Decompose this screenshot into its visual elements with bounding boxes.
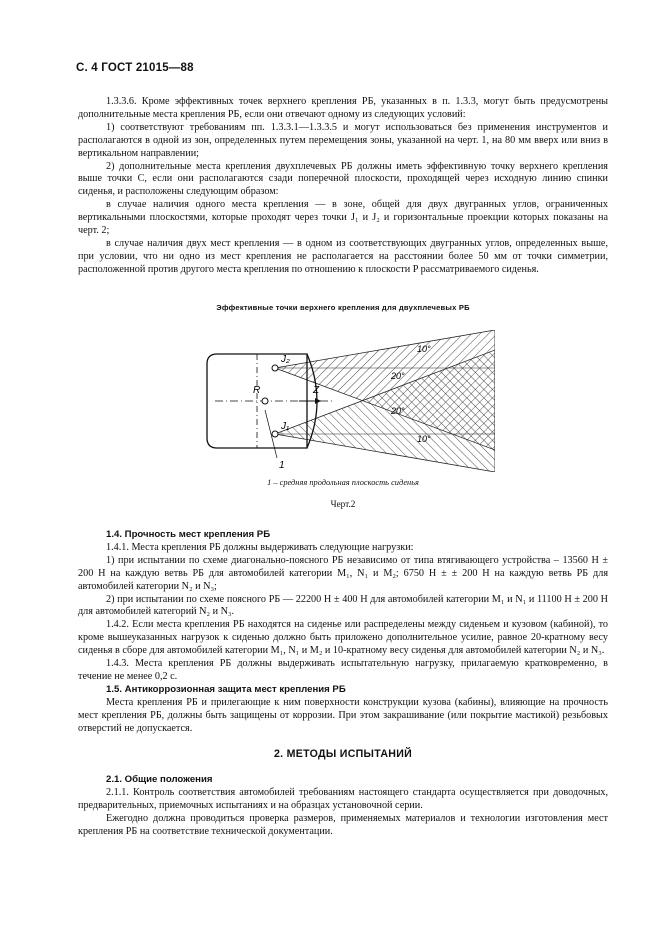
paragraph: Ежегодно должна проводиться проверка размеров, применяемых материалов и технологии изготовления мест крепления РБ на соответствие технической документации. [78,812,608,837]
label-j2: J₂ [281,354,290,365]
subsection-heading: 1.5. Антикоррозионная защита мест крепления РБ [106,683,346,695]
text-block-2 [78,529,608,736]
paragraph: 1.4.3. Места крепления РБ должны выдерживать испытательную нагрузку, прилагаемую кратковременно, в течение не менее 0,2 с. [78,658,608,682]
page-header: С. 4 ГОСТ 21015—88 [76,62,194,74]
subsection-heading: 2.1. Общие положения [106,774,213,785]
point-r [262,398,268,404]
angle-label: 20° [391,371,405,381]
label-z: Z [313,385,320,396]
point-j2 [272,365,278,371]
paragraph: 1.4.1. Места крепления РБ должны выдерживать следующие нагрузки: [106,541,414,553]
section-title: 2. МЕТОДЫ ИСПЫТАНИЙ [273,748,413,760]
label-1: 1 [279,460,285,471]
label-j1: J₁ [281,421,290,432]
paragraph: 2) дополнительные места крепления двухплечевых РБ должны иметь эффективную точку верхнего крепления выше точки С, если они располагаются сзади поперечной плоскости, проходящей через исходную линию спинки сиденья, и расположены следующим образом: [78,160,608,198]
paragraph: в случае наличия одного места крепления — в зоне, общей для двух двугранных углов, ограниченных вертикальными плоскостями, которые проходят через точки J₁ и J₂ и горизонтальные проекции которых показаны на черт. 2; [78,199,608,237]
paragraph: 1.3.3.6. Кроме эффективных точек верхнего крепления РБ, указанных в п. 1.3.3, могут быть предусмотрены дополнительные места крепления РБ, если они отвечают одному из следующих условий: [78,96,608,120]
text-block-1 [78,96,608,277]
paragraph: 1) при испытании по схеме диагонально-поясного РБ независимо от типа втягивающего устройства – 13560 Н ± 200 Н на каждую ветвь РБ для автомобилей категории M₁, N₁ и M₂; 6750 Н ± ± 200 Н на каждую ветвь РБ для автомобилей категории N₂ и N₃; [78,554,608,592]
paragraph: 1) соответствуют требованиям пп. 1.3.3.1—1.3.3.5 и могут использоваться без применения инструментов и располагаются в одной из зон, определенных путем перемещения зоны, указанной на черт. 1, на 80 мм вверх или вниз в вертикальном направлении; [78,121,608,159]
point-j1 [272,431,278,437]
paragraph: Места крепления РБ и прилегающие к ним поверхности конструкции кузова (кабины), влияющие на прочность мест крепления РБ, должны быть защищены от коррозии. При этом закрашивание (или покрытие мастикой) резьбовых отверстий не допускается. [78,696,608,734]
angle-label: 10° [417,344,431,354]
paragraph: 1.4.2. Если места крепления РБ находятся на сиденье или распределены между сиденьем и кузовом (кабиной), то кроме вышеуказанных нагрузок к сиденью должно быть приложено дополнительное усилие, равное 20-кратному весу сиденья в сборе для автомобилей категории M₁, N₁ и M₂ и 10-кратному весу сиденья для автомобилей категории N₂ и N₃. [78,619,608,657]
subsection-heading: 1.4. Прочность мест крепления РБ [106,529,271,540]
figure-caption: 1 – средняя продольная плоскость сиденья [267,478,419,487]
paragraph: в случае наличия двух мест крепления — в одном из соответствующих двугранных углов, определенных выше, при условии, что ни одно из мест крепления не располагается на расстоянии более 50 мм от точки симметрии, расположенной против другого места крепления по отношению к плоскости P рассматриваемого сиденья. [78,237,608,275]
text-block-3 [78,774,608,839]
angle-label: 20° [391,406,405,416]
angle-label: 10° [417,434,431,444]
figure-label: Черт.2 [330,499,356,509]
label-r: R [253,385,261,396]
anchorage-diagram [195,330,495,472]
paragraph: 2.1.1. Контроль соответствия автомобилей требованиям настоящего стандарта осуществляется при доводочных, предварительных, приемочных испытаниях и на образцах установочной серии. [78,786,608,811]
figure-title: Эффективные точки верхнего крепления для двухплечевых РБ [216,303,470,312]
paragraph: 2) при испытании по схеме поясного РБ — 22200 Н ± 400 Н для автомобилей категории M₁ и N₁ и 11100 Н ± 200 Н для автомобилей категорий N₂ и N₃. [78,593,608,618]
